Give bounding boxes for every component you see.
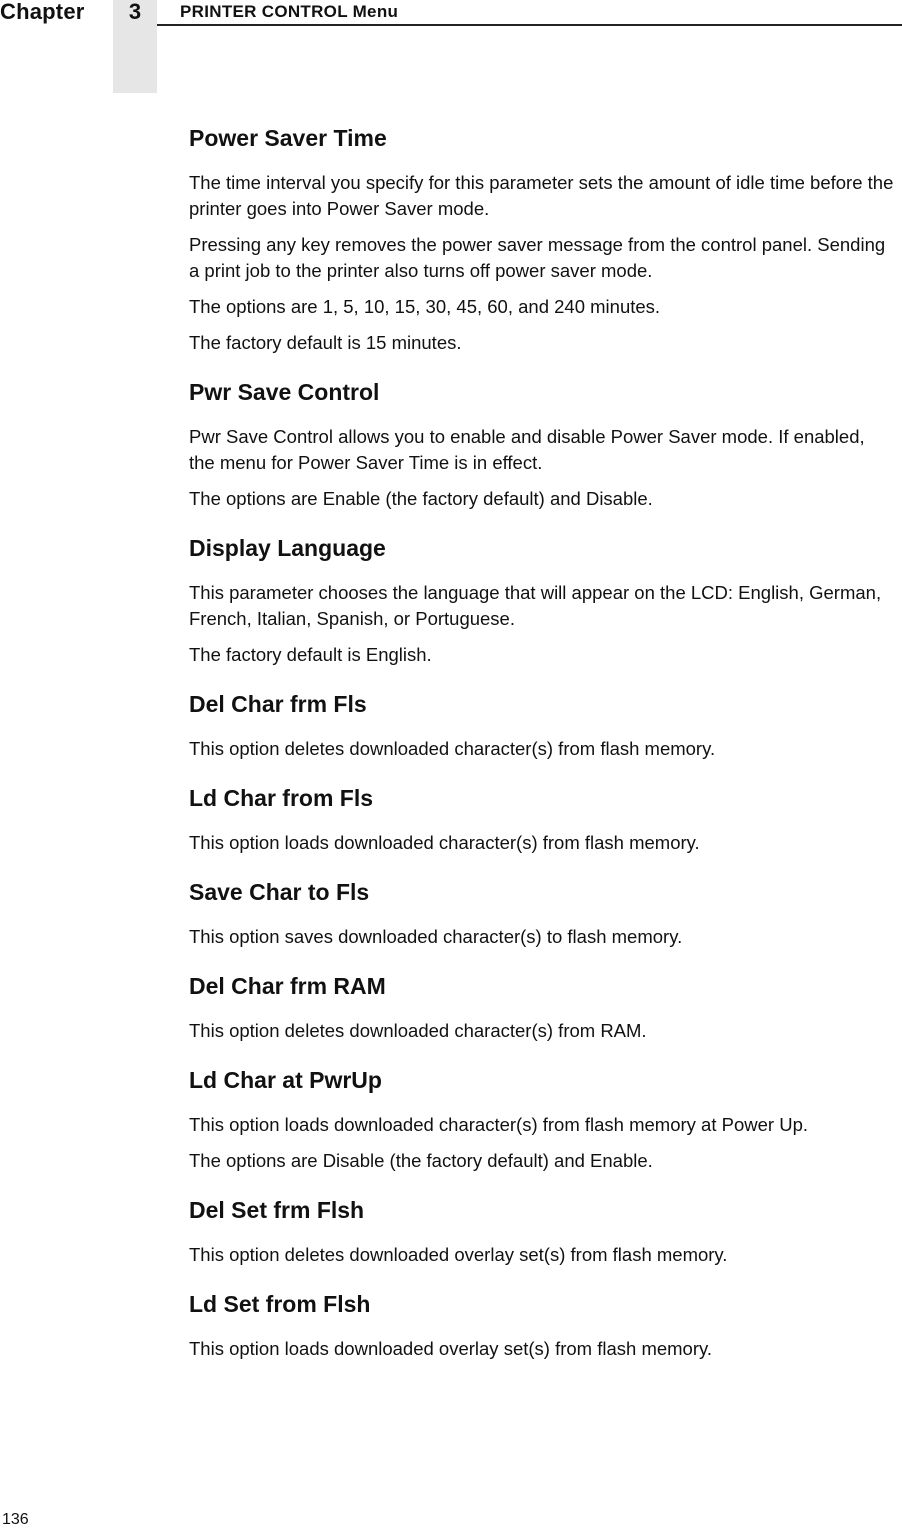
section-ld-char-at-pwrup	[189, 1062, 894, 1174]
section-display-language	[189, 530, 894, 668]
section-del-char-frm-ram	[189, 968, 894, 1044]
page-header	[0, 0, 902, 28]
section-paragraph: The options are 1, 5, 10, 15, 30, 45, 60, and 240 minutes.	[189, 296, 661, 317]
section-title: Ld Char from Fls	[189, 785, 374, 811]
section-del-set-frm-flsh	[189, 1192, 894, 1268]
section-paragraph: The options are Disable (the factory default) and Enable.	[189, 1150, 653, 1171]
page-number: 136	[2, 1511, 29, 1528]
section-del-char-frm-fls	[189, 686, 894, 762]
section-paragraph: This parameter chooses the language that will appear on the LCD: English, German, French, Italian, Spanish, or Portuguese.	[189, 582, 882, 629]
section-title: Del Char frm RAM	[189, 973, 386, 999]
section-title: Display Language	[189, 535, 386, 561]
section-pwr-save-control	[189, 374, 894, 512]
section-power-saver-time	[189, 120, 894, 356]
section-paragraph: This option loads downloaded overlay set(s) from flash memory.	[189, 1338, 713, 1359]
section-title: Ld Char at PwrUp	[189, 1067, 382, 1093]
section-paragraph: The options are Enable (the factory default) and Disable.	[189, 488, 653, 509]
section-title: Power Saver Time	[189, 125, 387, 151]
chapter-tab	[113, 0, 157, 93]
chapter-label: Chapter	[0, 0, 85, 24]
section-title: Del Char frm Fls	[189, 691, 367, 717]
section-title: Del Set frm Flsh	[189, 1197, 365, 1223]
section-paragraph: This option saves downloaded character(s) to flash memory.	[189, 926, 683, 947]
section-paragraph: This option deletes downloaded overlay set(s) from flash memory.	[189, 1244, 728, 1265]
section-paragraph: This option loads downloaded character(s) from flash memory.	[189, 832, 700, 853]
running-title: PRINTER CONTROL Menu	[180, 2, 399, 21]
section-title: Ld Set from Flsh	[189, 1291, 371, 1317]
page-content	[189, 120, 894, 1380]
section-paragraph: The time interval you specify for this parameter sets the amount of idle time before the printer goes into Power Saver mode.	[189, 172, 894, 219]
section-paragraph: This option loads downloaded character(s) from flash memory at Power Up.	[189, 1114, 808, 1135]
section-ld-set-from-flsh	[189, 1286, 894, 1362]
section-paragraph: Pwr Save Control allows you to enable and disable Power Saver mode. If enabled, the menu for Power Saver Time is in effect.	[189, 426, 865, 473]
section-paragraph: This option deletes downloaded character(s) from RAM.	[189, 1020, 647, 1041]
section-paragraph: The factory default is English.	[189, 644, 432, 665]
section-paragraph: Pressing any key removes the power saver message from the control panel. Sending a print job to the printer also turns off power saver mode.	[189, 234, 886, 281]
section-paragraph: This option deletes downloaded character(s) from flash memory.	[189, 738, 716, 759]
header-rule	[157, 24, 902, 26]
section-ld-char-from-fls	[189, 780, 894, 856]
section-title: Pwr Save Control	[189, 379, 380, 405]
section-save-char-to-fls	[189, 874, 894, 950]
chapter-number: 3	[128, 0, 142, 24]
section-title: Save Char to Fls	[189, 879, 370, 905]
section-paragraph: The factory default is 15 minutes.	[189, 332, 462, 353]
